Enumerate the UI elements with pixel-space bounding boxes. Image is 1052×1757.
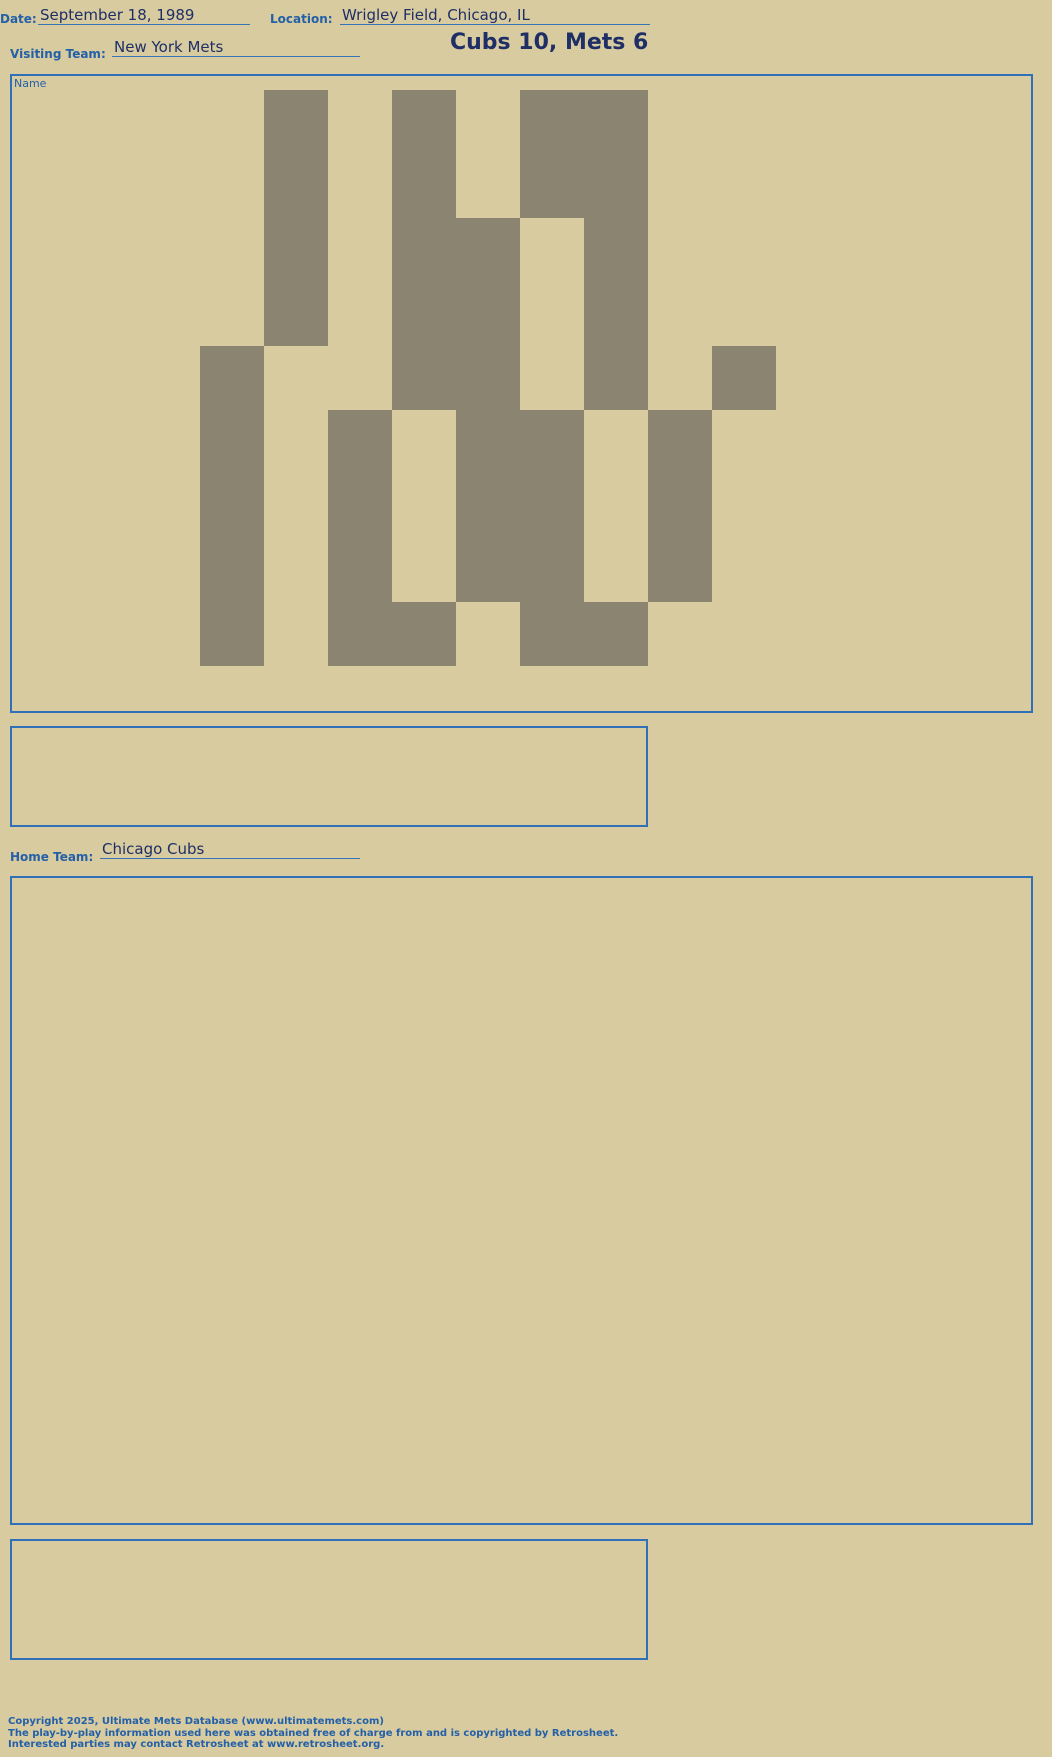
retrosheet-contact: Interested parties may contact Retrosheet at www.retrosheet.org. bbox=[8, 1739, 385, 1750]
inactive-inning-cell bbox=[584, 282, 648, 346]
copyright-text: Copyright 2025, Ultimate Mets Database (www.ultimatemets.com) bbox=[8, 1716, 384, 1727]
inactive-inning-cell bbox=[648, 538, 712, 602]
name-column-header: Name bbox=[14, 77, 47, 90]
visitors-pitching-table bbox=[10, 726, 648, 827]
inactive-inning-cell bbox=[520, 602, 584, 666]
inactive-inning-cell bbox=[648, 474, 712, 538]
inactive-inning-cell bbox=[392, 154, 456, 218]
date-label: Date: bbox=[0, 12, 37, 26]
game-result-title: Cubs 10, Mets 6 bbox=[450, 30, 649, 55]
inactive-inning-cell bbox=[456, 474, 520, 538]
inactive-inning-cell bbox=[520, 90, 584, 154]
inactive-inning-cell bbox=[392, 218, 456, 282]
home-scorecard bbox=[10, 876, 1033, 1525]
home-team-label: Home Team: bbox=[10, 850, 94, 864]
inactive-inning-cell bbox=[584, 90, 648, 154]
inactive-inning-cell bbox=[456, 346, 520, 410]
inactive-inning-cell bbox=[584, 346, 648, 410]
inactive-inning-cell bbox=[456, 410, 520, 474]
home-pitching-table bbox=[10, 1539, 648, 1660]
inactive-inning-cell bbox=[200, 346, 264, 410]
visiting-team-label: Visiting Team: bbox=[10, 47, 106, 61]
inactive-inning-cell bbox=[648, 410, 712, 474]
inactive-inning-cell bbox=[264, 154, 328, 218]
inactive-inning-cell bbox=[200, 410, 264, 474]
game-date: September 18, 1989 bbox=[38, 6, 250, 25]
inactive-inning-cell bbox=[392, 90, 456, 154]
inactive-inning-cell bbox=[712, 346, 776, 410]
inactive-inning-cell bbox=[520, 154, 584, 218]
inactive-inning-cell bbox=[264, 90, 328, 154]
game-location: Wrigley Field, Chicago, IL bbox=[340, 6, 650, 25]
inactive-inning-cell bbox=[328, 474, 392, 538]
inactive-inning-cell bbox=[264, 282, 328, 346]
visitors-scorecard bbox=[10, 74, 1033, 713]
inactive-inning-cell bbox=[392, 346, 456, 410]
inactive-inning-cell bbox=[328, 602, 392, 666]
visiting-team-name: New York Mets bbox=[112, 38, 360, 57]
inactive-inning-cell bbox=[328, 410, 392, 474]
inactive-inning-cell bbox=[584, 602, 648, 666]
inactive-inning-cell bbox=[456, 282, 520, 346]
inactive-inning-cell bbox=[456, 538, 520, 602]
inactive-inning-cell bbox=[520, 474, 584, 538]
inactive-inning-cell bbox=[392, 602, 456, 666]
inactive-inning-cell bbox=[584, 218, 648, 282]
inactive-inning-cell bbox=[328, 538, 392, 602]
home-team-name: Chicago Cubs bbox=[100, 840, 360, 859]
inactive-inning-cell bbox=[456, 218, 520, 282]
retrosheet-notice: The play-by-play information used here was obtained free of charge from and is copyrighted by Retrosheet. bbox=[8, 1728, 619, 1739]
inactive-inning-cell bbox=[200, 602, 264, 666]
inactive-inning-cell bbox=[200, 474, 264, 538]
inactive-inning-cell bbox=[584, 154, 648, 218]
inactive-inning-cell bbox=[520, 410, 584, 474]
location-label: Location: bbox=[270, 12, 333, 26]
inactive-inning-cell bbox=[392, 282, 456, 346]
inactive-inning-cell bbox=[520, 538, 584, 602]
inactive-inning-cell bbox=[200, 538, 264, 602]
inactive-inning-cell bbox=[264, 218, 328, 282]
